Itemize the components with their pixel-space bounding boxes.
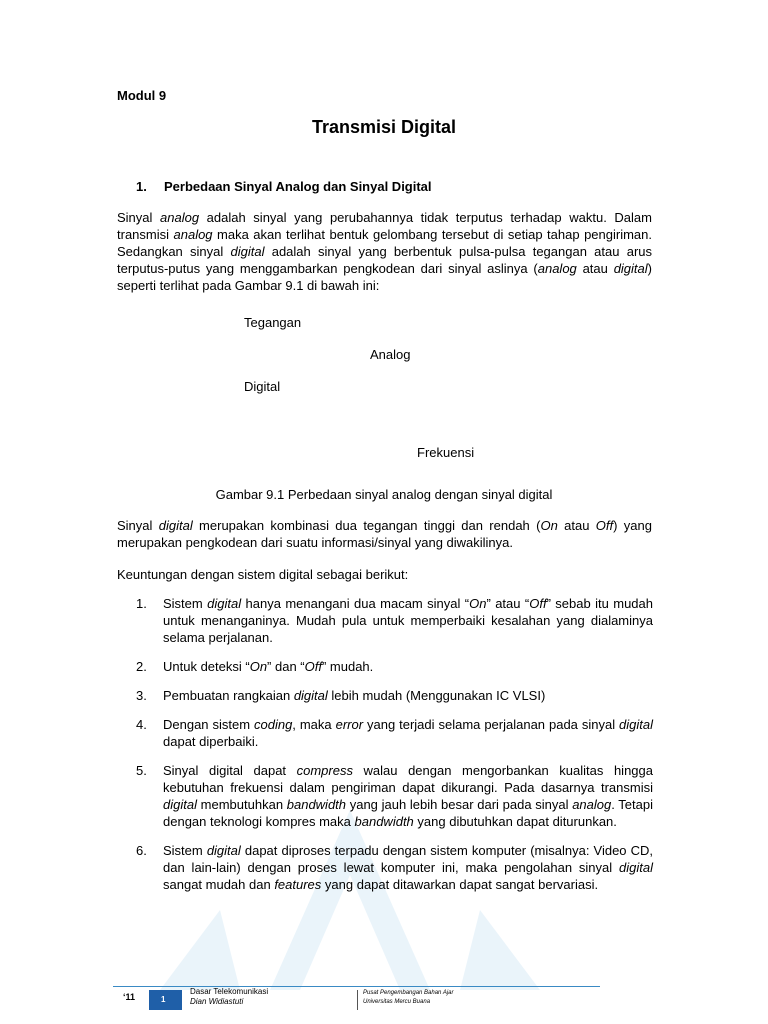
paragraph-digital-definition: Sinyal digital merupakan kombinasi dua tegangan tinggi dan rendah (On atau Off) yang merupakan pengkodean dari suatu informasi/sinyal yang diwakilinya. <box>117 518 652 550</box>
footer-organization: Pusat Pengembangan Bahan Ajar Universitas Mercu Buana <box>363 990 454 1005</box>
footer-year: ‘11 <box>123 992 136 1002</box>
page-title: Transmisi Digital <box>311 117 457 137</box>
list-item: 4. Dengan sistem coding, maka error yang terjadi selama perjalanan pada sinyal digital dapat diperbaiki. <box>136 717 653 749</box>
figure-caption: Gambar 9.1 Perbedaan sinyal analog dengan sinyal digital <box>215 487 553 502</box>
figure-label-tegangan: Tegangan <box>244 315 302 330</box>
list-item: 1. Sistem digital hanya menangani dua macam sinyal “On” atau “Off” sebab itu mudah untuk menanganinya. Mudah pula untuk memperbaiki kesalahan yang dialaminya selama perjalanan. <box>136 596 654 645</box>
section-title: Perbedaan Sinyal Analog dan Sinyal Digital <box>164 179 432 194</box>
list-item: 2. Untuk deteksi “On” dan “Off” mudah. <box>136 659 374 674</box>
module-label: Modul 9 <box>117 88 167 103</box>
list-item: 5. Sinyal digital dapat compress walau dengan mengorbankan kualitas hingga kebutuhan frekuensi dalam pengiriman dapat dikurangi. Pada dasarnya transmisi digital membutuhkan bandwidth yang jauh lebih besar dari pada sinyal analog. Tetapi dengan teknologi kompres maka bandwidth yang dibutuhkan dapat diturunkan. <box>136 763 653 829</box>
footer-divider <box>113 986 600 987</box>
page-number-badge <box>149 990 182 1010</box>
paragraph-advantages-intro: Keuntungan dengan sistem digital sebagai berikut: <box>117 567 409 582</box>
footer-author: Dian Widiastuti <box>190 997 244 1006</box>
advantages-list <box>136 595 653 905</box>
section-number: 1. <box>136 179 147 194</box>
section-heading <box>136 179 432 194</box>
footer-course-title: Dasar Telekomunikasi <box>190 987 269 996</box>
list-item: 6. Sistem digital dapat diproses terpadu dengan sistem komputer (misalnya: Video CD, dan lain-lain) dengan proses lewat komputer ini, maka pengolahan sinyal digital sangat mudah dan features yang dapat ditawarkan dapat sangat bervariasi. <box>136 843 653 892</box>
figure-label-digital: Digital <box>244 379 281 394</box>
footer-separator <box>357 990 358 1010</box>
figure-label-analog: Analog <box>370 347 411 362</box>
list-item: 3. Pembuatan rangkaian digital lebih mudah (Menggunakan IC VLSI) <box>136 688 546 703</box>
footer-course <box>190 987 268 1007</box>
page-number: 1 <box>161 995 166 1004</box>
paragraph-analog-digital: Sinyal analog adalah sinyal yang perubahannya tidak terputus terhadap waktu. Dalam transmisi analog maka akan terlihat bentuk gelombang tersebut di setiap tahap pengiriman. Sedangkan sinyal digital adalah sinyal yang berbentuk pulsa-pulsa tegangan atau arus terputus-putus yang menggambarkan pengkodean dari sinyal aslinya (analog atau digital) seperti terlihat pada Gambar 9.1 di bawah ini: <box>117 210 652 293</box>
figure-label-frekuensi: Frekuensi <box>417 445 475 460</box>
